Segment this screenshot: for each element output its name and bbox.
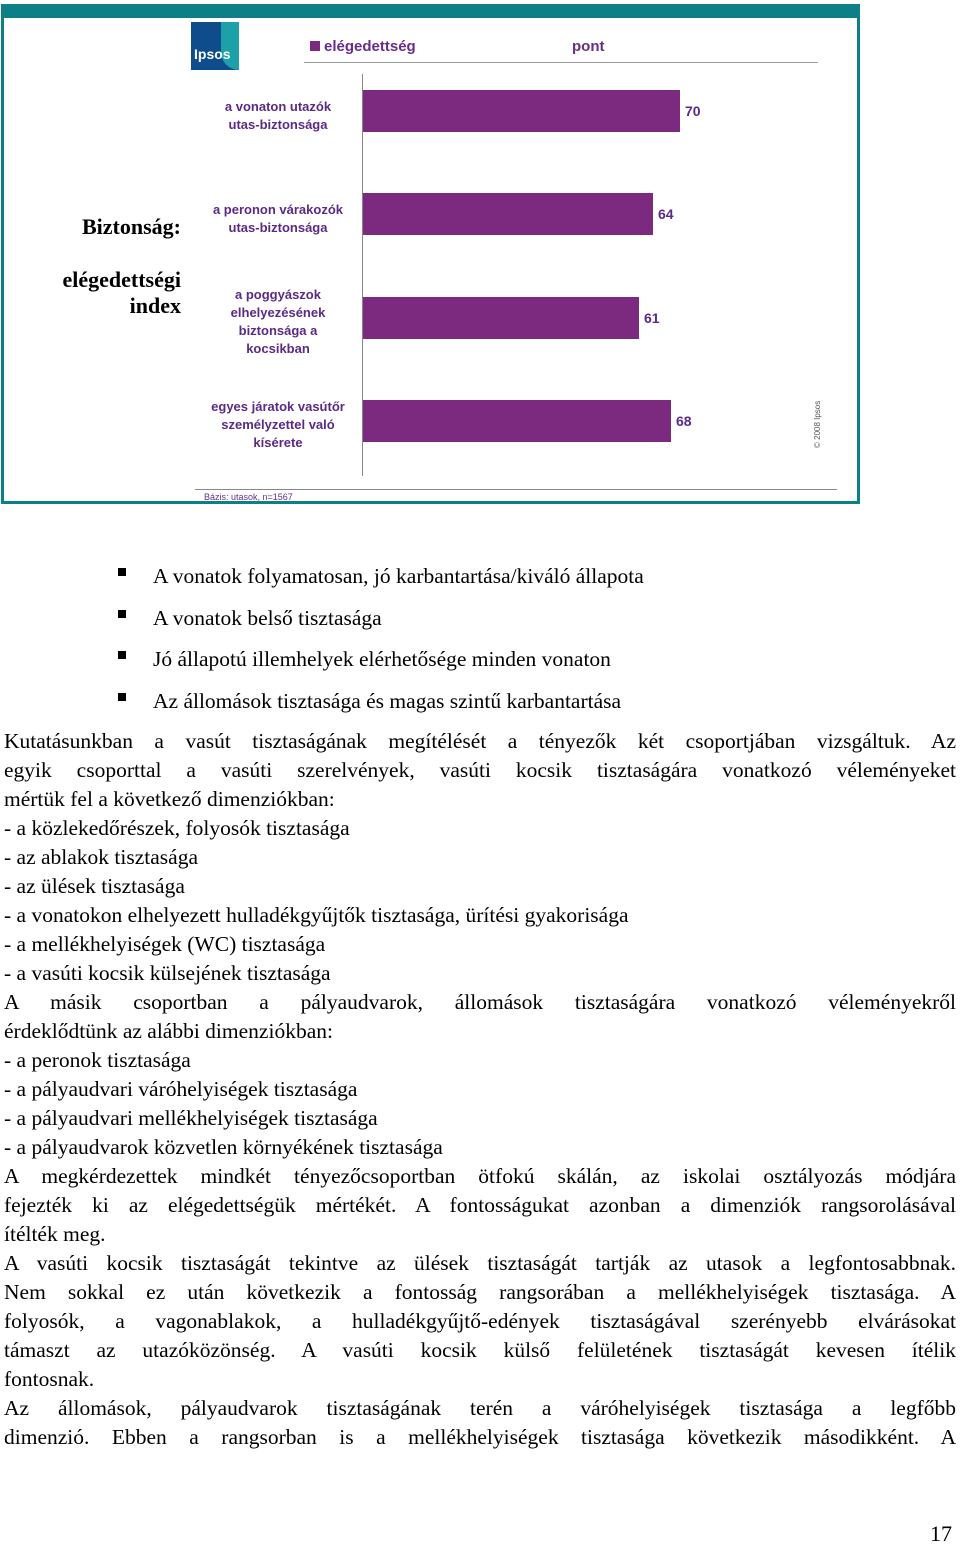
page-number: 17 [930,1521,952,1546]
body-text [4,727,956,1452]
text-line: - a peronok tisztasága [4,1048,191,1072]
text-line: - a mellékhelyiségek (WC) tisztasága [4,932,326,956]
bar-value-label-2: 64 [658,206,674,222]
legend-series [310,38,416,55]
text-line: fontosnak. [4,1367,95,1391]
bar-1 [363,90,680,132]
text-line: támaszt az utazóközönség. A vasúti kocsik külső felületének tisztaságát kevesen ítélik [4,1338,956,1362]
bullet-item [0,561,960,603]
text-line: - a pályaudvari mellékhelyiségek tisztasága [4,1106,378,1130]
legend-series-label: elégedettség [324,38,416,55]
text-line: A megkérdezettek mindkét tényezőcsoportban ötfokú skálán, az iskolai osztályozás módjára [4,1164,956,1188]
square-bullet-icon [118,651,126,659]
bar-2 [363,193,653,235]
bar-value-label-3: 61 [644,310,660,326]
category-label-line: kísérete [253,435,303,450]
chart-bottom-line [195,489,837,490]
bar-3 [363,297,639,339]
bar-value-label-1: 70 [685,103,701,119]
square-bullet-icon [118,568,126,576]
text-line: - a vonatokon elhelyezett hulladékgyűjtők tisztasága, ürítési gyakorisága [4,903,629,927]
text-line: - a pályaudvari váróhelyiségek tisztasága [4,1077,358,1101]
text-line: A másik csoportban a pályaudvarok, állomások tisztaságára vonatkozó véleményekről [4,990,956,1014]
text-line: egyik csoporttal a vasúti szerelvények, vasúti kocsik tisztaságára vonatkozó véleményeket [4,758,956,782]
copyright-note: © 2008 Ipsos [813,400,822,448]
bullet-item [0,686,960,728]
text-line: Kutatásunkban a vasút tisztaságának megítélését a tényezők két csoportjában vizsgáltuk. Az [4,729,956,753]
side-subtitle-line-2: index [129,293,181,318]
text-line: fejezték ki az elégedettségük mértékét. A fontosságukat azonban a dimenziók rangsorolásával [4,1193,956,1217]
legend-unit: pont [572,38,605,55]
text-line: - az ülések tisztasága [4,874,185,898]
bullet-list [0,561,960,727]
category-label-1 [194,98,362,134]
chart-side-title: Biztonság: [82,214,181,239]
category-label-line: a vonaton utazók [224,99,332,114]
bullet-item [0,603,960,645]
bullet-text: Jó állapotú illemhelyek elérhetősége minden vonaton [153,647,611,671]
category-label-line: elhelyezésének [230,305,326,320]
chart-side-subtitle [31,267,181,319]
text-line: - a pályaudvarok közvetlen környékének tisztasága [4,1135,443,1159]
text-line: folyosók, a vagonablakok, a hulladékgyűjtő-edények tisztaságával szerényebb elvárásokat [4,1309,956,1333]
category-label-line: személyzettel való [221,417,335,432]
legend-swatch [310,41,320,51]
category-label-4 [194,398,362,452]
text-line: - a közlekedőrészek, folyosók tisztasága [4,816,350,840]
text-line: mértük fel a következő dimenziókban: [4,787,335,811]
category-label-line: utas-biztonsága [228,220,328,235]
category-label-line: biztonsága a [238,323,318,338]
text-line: Az állomások, pályaudvarok tisztaságának terén a váróhelyiségek tisztasága a legfőbb [4,1396,956,1420]
category-label-2 [194,201,362,237]
bullet-item [0,644,960,686]
text-line: A vasúti kocsik tisztaságát tekintve az ülések tisztaságát tartják az utasok a legfontosabbnak. [4,1251,956,1275]
chart-top-band [1,4,860,18]
logo-text: Ipsos [194,46,231,62]
category-label-line: kocsikban [246,341,310,356]
square-bullet-icon [118,693,126,701]
square-bullet-icon [118,610,126,618]
bar-4 [363,400,671,442]
bullet-text: A vonatok folyamatosan, jó karbantartása/kiváló állapota [153,564,644,588]
category-label-line: utas-biztonsága [228,117,328,132]
category-label-line: a peronon várakozók [212,202,344,217]
category-label-line: a poggyászok [235,287,321,302]
category-label-3 [194,286,362,358]
bullet-text: A vonatok belső tisztasága [153,605,382,630]
text-line: érdeklődtünk az alábbi dimenziókban: [4,1019,333,1043]
bullet-text: Az állomások tisztasága és magas szintű karbantartása [153,688,622,713]
side-subtitle-line-1: elégedettségi [62,267,181,292]
base-note: Bázis: utasok, n=1567 [204,492,293,502]
bar-value-label-4: 68 [676,413,692,429]
text-line: - a vasúti kocsik külsejének tisztasága [4,961,331,985]
text-line: Nem sokkal ez után következik a fontosság rangsorában a mellékhelyiségek tisztasága. A [4,1280,956,1304]
text-line: ítélték meg. [4,1222,106,1246]
chart-panel [1,4,860,507]
text-line: - az ablakok tisztasága [4,845,199,869]
category-label-line: egyes járatok vasútőr [211,399,345,414]
ipsos-logo [191,22,239,70]
legend-divider [304,62,818,63]
text-line: dimenzió. Ebben a rangsorban is a mellékhelyiségek tisztasága következik másodikként. A [4,1425,956,1449]
